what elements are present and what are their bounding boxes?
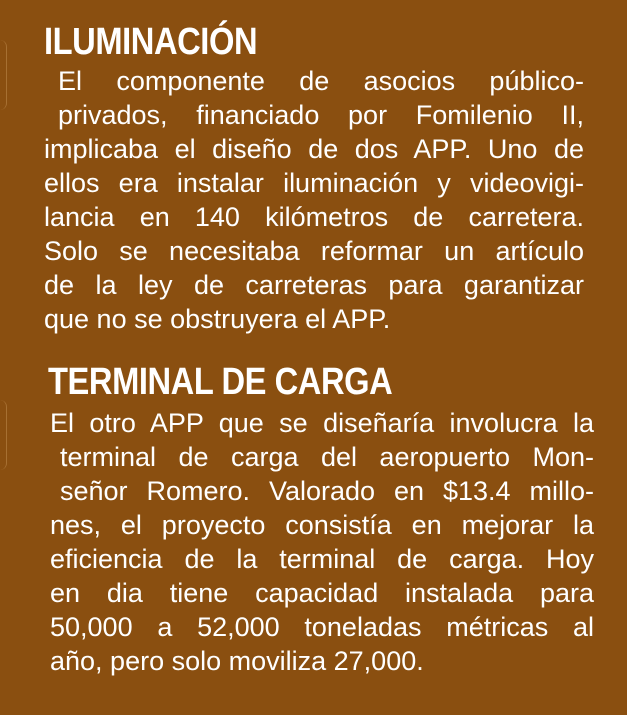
paragraph-line: eficiencia de la terminal de carga. Hoy xyxy=(50,544,594,574)
decorative-edge-mark xyxy=(0,40,7,110)
paragraph-line: implicaba el diseño de dos APP. Uno de xyxy=(44,134,584,164)
paragraph-line: año, pero solo moviliza 27,000. xyxy=(50,646,424,676)
paragraph-line: señor Romero. Valorado en $13.4 millo- xyxy=(60,476,594,506)
paragraph-line: 50,000 a 52,000 toneladas métricas al xyxy=(50,612,594,642)
paragraph-line: de la ley de carreteras para garantizar xyxy=(44,270,584,300)
paragraph-line: privados, financiado por Fomilenio II, xyxy=(58,100,584,130)
paragraph-line: ellos era instalar iluminación y videovigi- xyxy=(44,168,584,198)
paragraph-line: que no se obstruyera el APP. xyxy=(44,304,391,334)
decorative-edge-mark xyxy=(0,400,7,470)
paragraph-line: El componente de asocios público- xyxy=(58,66,584,96)
section-title-terminal-de-carga: TERMINAL DE CARGA xyxy=(48,361,393,403)
paragraph-line: lancia en 140 kilómetros de carretera. xyxy=(44,202,584,232)
paragraph-line: terminal de carga del aeropuerto Mon- xyxy=(60,442,594,472)
paragraph-line: El otro APP que se diseñaría involucra la xyxy=(50,408,594,438)
paragraph-line: Solo se necesitaba reformar un artículo xyxy=(44,236,584,266)
paragraph-line: nes, el proyecto consistía en mejorar la xyxy=(50,510,594,540)
paragraph-line: en dia tiene capacidad instalada para xyxy=(50,578,594,608)
section-title-iluminacion: ILUMINACIÓN xyxy=(44,21,258,63)
